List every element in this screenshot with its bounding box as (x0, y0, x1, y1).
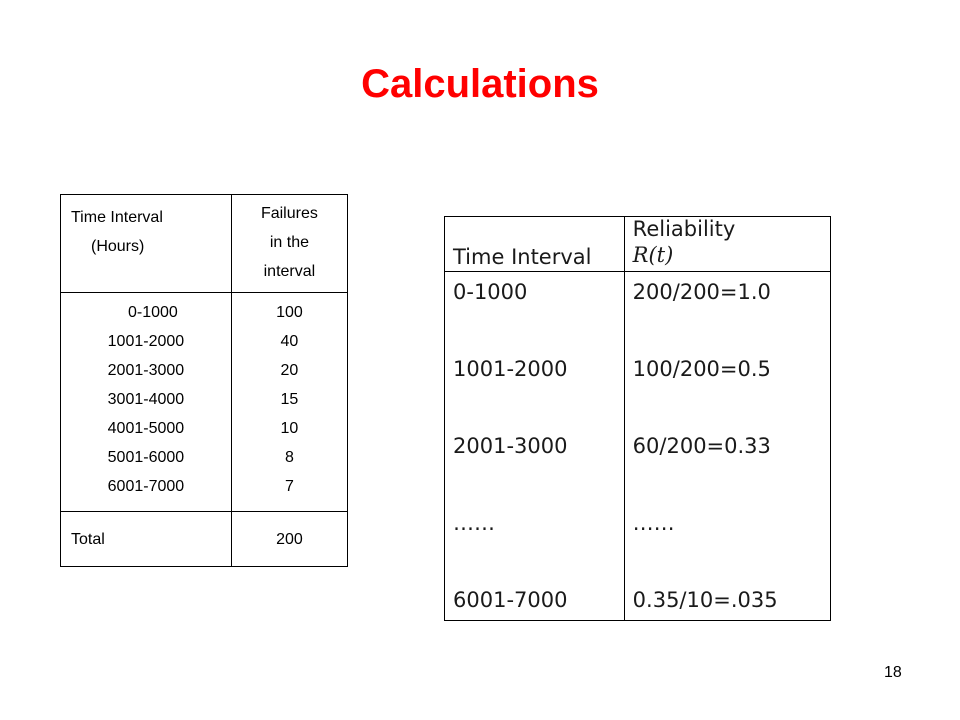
interval-cell: 2001-3000 (453, 434, 568, 458)
failure-count: 20 (280, 362, 299, 379)
header-time-interval-line2: (Hours) (91, 238, 145, 255)
reliability-cell: …… (632, 511, 675, 535)
failure-count: 10 (280, 420, 299, 437)
header-reliability-symbol: R(t) (632, 243, 674, 267)
slide-title: Calculations (361, 62, 599, 106)
reliability-cell: 60/200=0.33 (632, 434, 771, 458)
failures-table (60, 194, 348, 567)
interval-list (61, 293, 232, 512)
reliability-cell: 0.35/10=.035 (632, 588, 778, 612)
failure-count: 40 (280, 333, 299, 350)
interval-value: 0-1000 (128, 304, 178, 321)
interval-cell: 1001-2000 (453, 357, 568, 381)
reliability-cell: 100/200=0.5 (632, 357, 771, 381)
interval-cell: …… (453, 511, 495, 535)
failures-list (231, 293, 347, 512)
header-failures-line3: interval (263, 263, 316, 280)
header-failures (231, 195, 347, 293)
header-reliability (624, 217, 830, 272)
header-time-interval (61, 195, 232, 293)
interval-value: 2001-3000 (107, 362, 185, 379)
header-failures-line1: Failures (260, 205, 318, 222)
page-number: 18 (884, 664, 902, 681)
reliability-column (624, 272, 830, 621)
failures-table-total-row (61, 512, 348, 567)
failure-count: 7 (284, 478, 294, 495)
reliability-cell: 200/200=1.0 (632, 280, 771, 304)
interval-cell: 0-1000 (453, 280, 528, 304)
reliability-table (444, 216, 831, 621)
reliability-table-body (445, 272, 831, 621)
reliability-table-header (445, 217, 831, 272)
interval-value: 5001-6000 (107, 449, 185, 466)
failure-count: 8 (284, 449, 294, 466)
header-time-interval-2 (445, 217, 625, 272)
interval-value: 4001-5000 (107, 420, 185, 437)
header-time-interval-line1: Time Interval (71, 209, 163, 226)
header-time-interval-2-text: Time Interval (453, 245, 592, 269)
failures-table-body (61, 293, 348, 512)
failure-count: 100 (276, 304, 303, 321)
failure-count: 15 (280, 391, 299, 408)
total-value: 200 (231, 512, 347, 567)
header-reliability-text: Reliability (632, 217, 736, 241)
header-failures-line2: in the (269, 234, 309, 251)
interval-column (445, 272, 625, 621)
total-label: Total (61, 512, 232, 567)
failures-table-header (61, 195, 348, 293)
interval-value: 3001-4000 (107, 391, 185, 408)
interval-value: 1001-2000 (107, 333, 185, 350)
interval-value: 6001-7000 (107, 478, 185, 495)
header-reliability-wrap (633, 217, 830, 271)
interval-cell: 6001-7000 (453, 588, 568, 612)
